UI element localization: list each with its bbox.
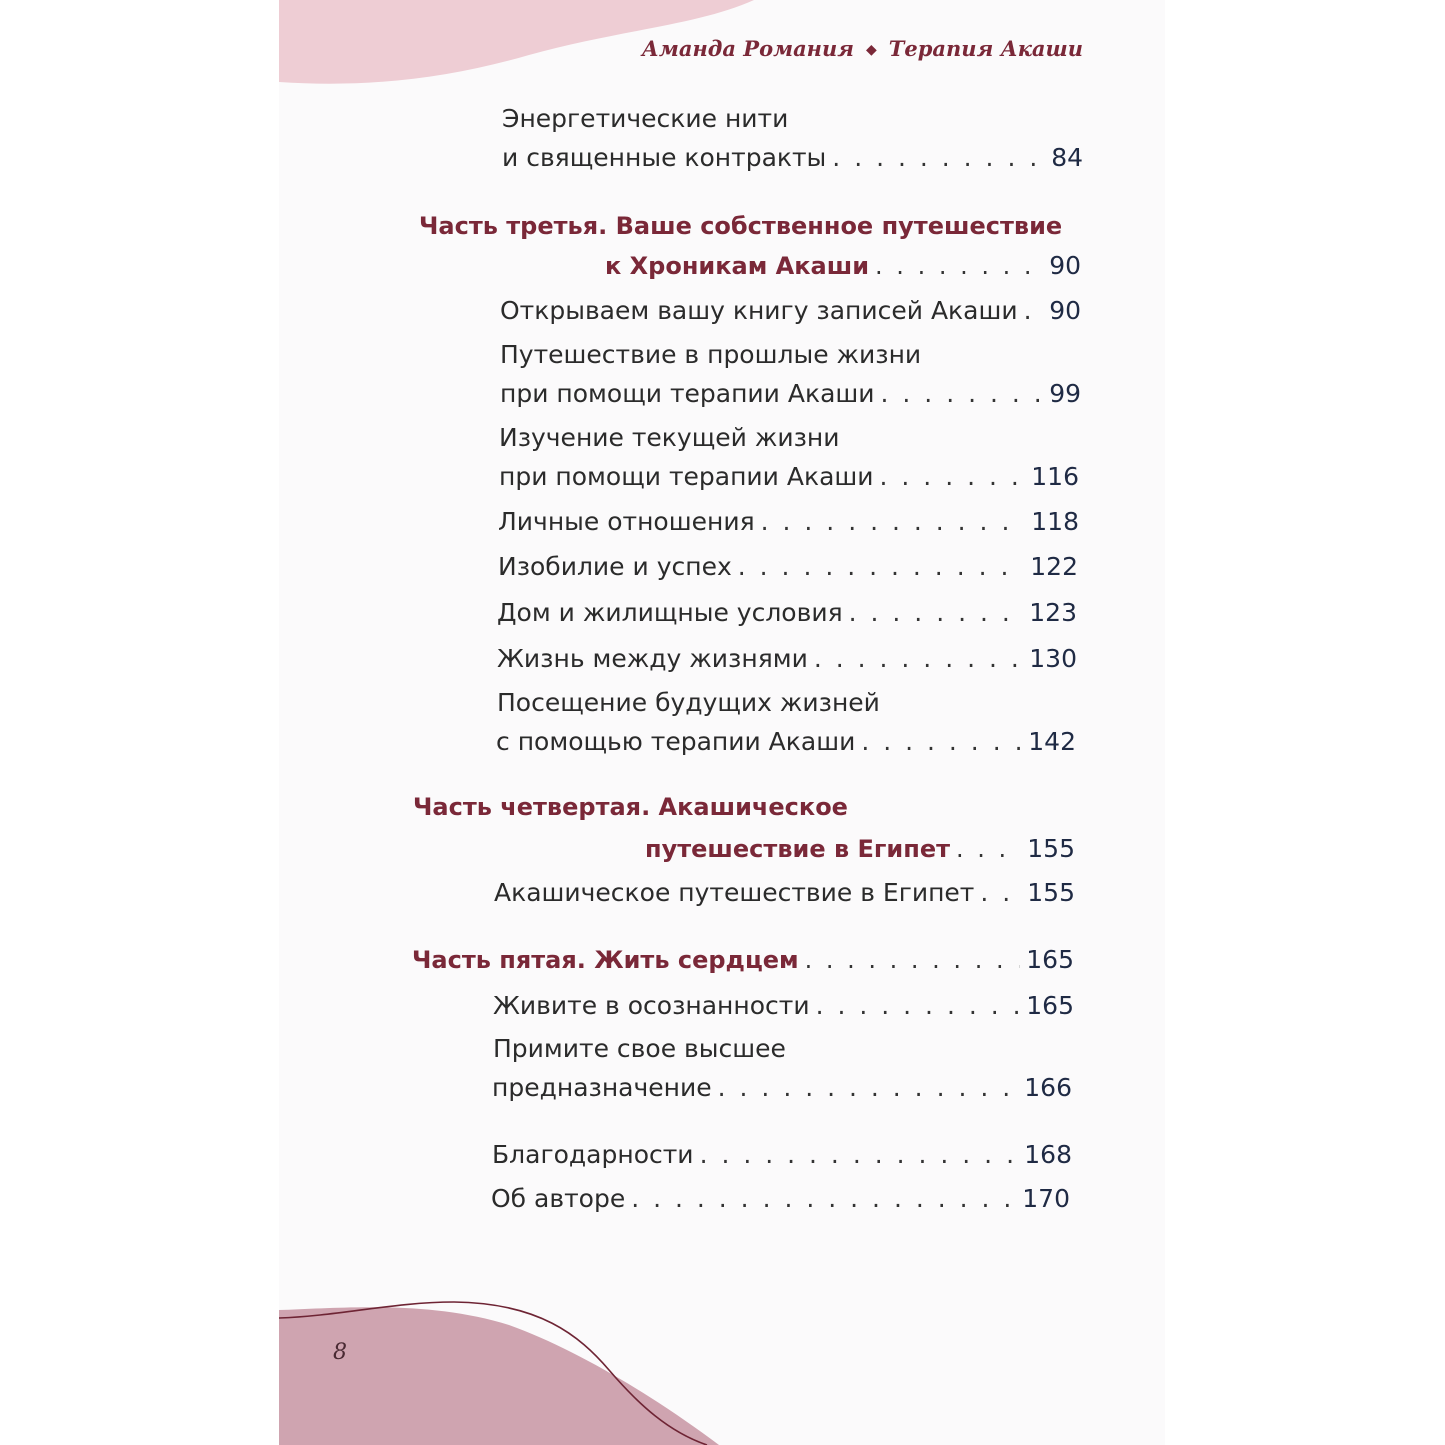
leader-dots (980, 878, 1021, 907)
leader-dots (761, 507, 1026, 536)
toc-part3-line1 (419, 212, 1062, 240)
toc-entry-title: при помощи терапии Акаши (500, 379, 875, 408)
toc-entry-egypt (494, 878, 1075, 907)
leader-dots (861, 727, 1022, 756)
leader-dots (956, 835, 1021, 863)
toc-entry-past-lives (500, 379, 1081, 408)
toc-entry-title: и священные контракты (502, 143, 827, 172)
toc-entry-contracts-line1 (502, 104, 788, 133)
toc-part4 (645, 834, 1075, 863)
toc-entry-open-book (500, 296, 1081, 325)
leader-dots (880, 462, 1026, 491)
toc-entry-title: Примите свое высшее (493, 1034, 786, 1063)
toc-entry-current-life-line1 (499, 423, 839, 452)
toc-entry-awareness (493, 991, 1074, 1020)
toc-entry-home (497, 598, 1077, 627)
toc-page-number: 166 (1024, 1073, 1072, 1102)
running-head-book-title: Терапия Акаши (888, 36, 1083, 61)
toc-entry-purpose (492, 1073, 1072, 1102)
toc-part-title: Часть третья. Ваше собственное путешествие (419, 212, 1063, 240)
diamond-separator-icon: ◆ (865, 42, 877, 58)
toc-entry-title: Личные отношения (498, 507, 755, 536)
toc-page-number: 142 (1028, 727, 1076, 756)
toc-page-number: 122 (1030, 552, 1078, 581)
bottom-mauve-blob (279, 1307, 719, 1445)
toc-entry-purpose-line1 (493, 1034, 786, 1063)
leader-dots (881, 379, 1044, 408)
toc-entry-past-lives-line1 (500, 340, 921, 369)
toc-entry-title: Путешествие в прошлые жизни (500, 340, 922, 369)
leader-dots (805, 946, 1021, 974)
toc-entry-future-lives (496, 727, 1076, 756)
toc-page-number: 155 (1027, 834, 1075, 863)
toc-entry-current-life (499, 462, 1079, 491)
toc-entry-title: Изобилие и успех (498, 552, 732, 581)
toc-entry-thanks (492, 1140, 1072, 1169)
leader-dots (1024, 296, 1044, 325)
toc-part-title: Часть пятая. Жить сердцем (412, 946, 799, 974)
toc-page-number: 130 (1029, 644, 1077, 673)
toc-entry-title: Посещение будущих жизней (497, 688, 880, 717)
toc-page-number: 165 (1026, 991, 1074, 1020)
leader-dots (631, 1184, 1016, 1213)
book-page (279, 0, 1165, 1445)
leader-dots (849, 598, 1024, 627)
leader-dots (832, 143, 1045, 172)
toc-part4-line1 (413, 793, 848, 821)
toc-entry-contracts (502, 143, 1083, 172)
toc-entry-title: Об авторе (491, 1184, 626, 1213)
toc-entry-author (491, 1184, 1070, 1213)
toc-entry-title: Благодарности (492, 1140, 694, 1169)
toc-page-number: 168 (1024, 1140, 1072, 1169)
toc-part5 (412, 945, 1074, 974)
leader-dots (875, 252, 1043, 280)
toc-entry-abundance (498, 552, 1078, 581)
leader-dots (816, 991, 1021, 1020)
toc-entry-between-lives (497, 644, 1077, 673)
toc-part-title: путешествие в Египет (645, 835, 951, 863)
toc-entry-title: Энергетические нити (502, 104, 789, 133)
toc-part3 (605, 251, 1081, 280)
leader-dots (814, 644, 1023, 673)
toc-entry-title: при помощи терапии Акаши (499, 462, 874, 491)
leader-dots (738, 552, 1025, 581)
toc-page-number: 170 (1022, 1184, 1070, 1213)
toc-page-number: 123 (1029, 598, 1077, 627)
toc-page-number: 90 (1049, 251, 1081, 280)
toc-page-number: 99 (1049, 379, 1081, 408)
toc-page-number: 155 (1027, 878, 1075, 907)
toc-entry-relationships (498, 507, 1079, 536)
toc-entry-future-lives-line1 (497, 688, 880, 717)
toc-entry-title: Изучение текущей жизни (499, 423, 840, 452)
toc-entry-title: с помощью терапии Акаши (496, 727, 856, 756)
toc-part-title: Часть четвертая. Акашическое (413, 793, 848, 821)
leader-dots (718, 1073, 1019, 1102)
toc-page-number: 165 (1026, 945, 1074, 974)
toc-entry-title: Акашическое путешествие в Египет (494, 878, 975, 907)
page-number: 8 (333, 1340, 347, 1365)
running-head-author: Аманда Романия (641, 36, 854, 61)
toc-entry-title: Открываем вашу книгу записей Акаши (500, 296, 1018, 325)
toc-page-number: 90 (1049, 296, 1081, 325)
toc-part-title: к Хроникам Акаши (605, 252, 870, 280)
toc-entry-title: Дом и жилищные условия (497, 598, 843, 627)
toc-entry-title: предназначение (492, 1073, 712, 1102)
leader-dots (700, 1140, 1019, 1169)
toc-page-number: 84 (1051, 143, 1083, 172)
toc-entry-title: Жизнь между жизнями (497, 644, 808, 673)
toc-entry-title: Живите в осознанности (493, 991, 810, 1020)
running-head (279, 36, 1083, 61)
toc-page-number: 118 (1031, 507, 1079, 536)
toc-page-number: 116 (1031, 462, 1079, 491)
